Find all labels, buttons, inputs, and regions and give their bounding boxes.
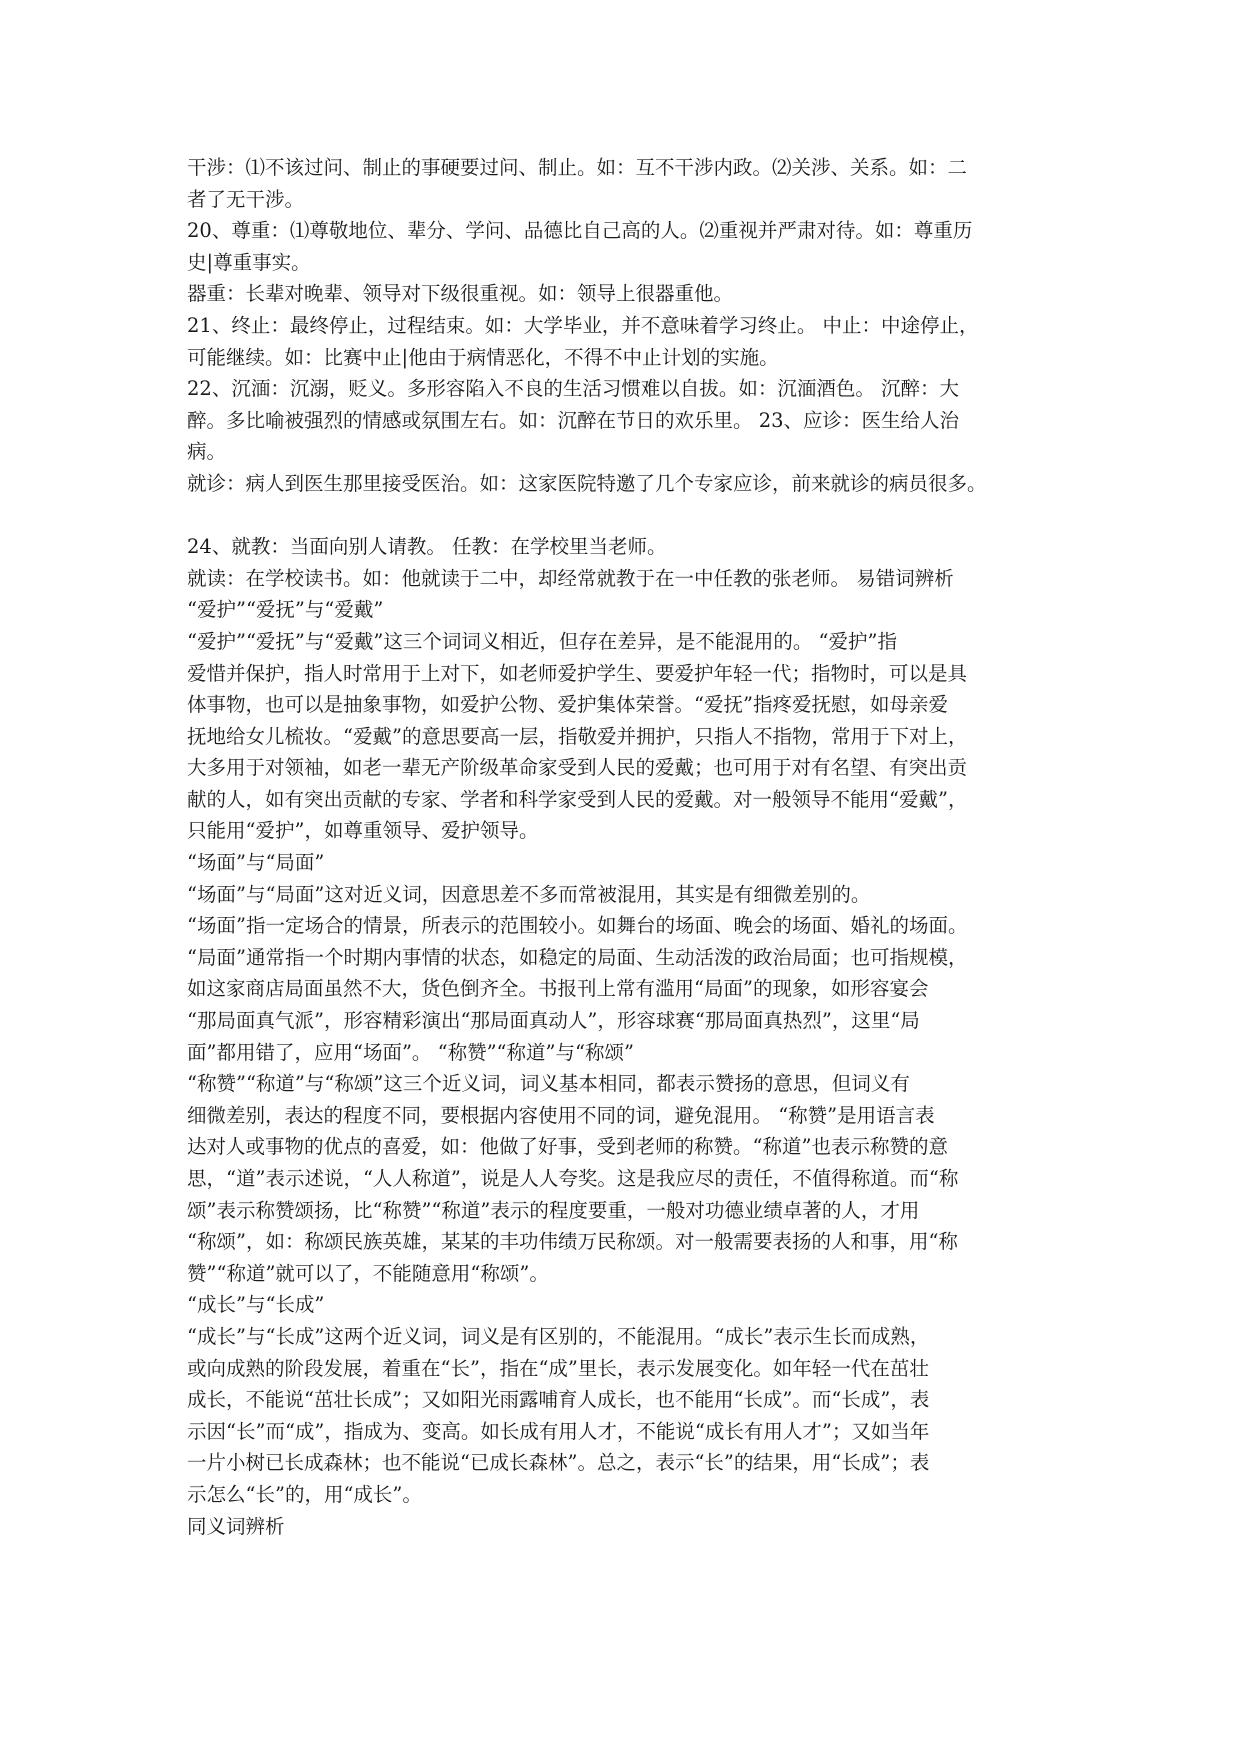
text-line: “那局面真气派”，形容精彩演出“那局面真动人”，形容球赛“那局面真热烈”，这里“局 — [187, 1009, 920, 1033]
text-line: “局面”通常指一个时期内事情的状态，如稳定的局面、生动活泼的政治局面；也可指规模， — [187, 945, 968, 969]
text-line: “成长”与“长成”这两个近义词，词义是有区别的，不能混用。“成长”表示生长而成熟， — [187, 1324, 930, 1348]
text-line: 只能用“爱护”，如尊重领导、爱护领导。 — [187, 819, 539, 843]
section-heading: 同义词辨析 — [187, 1514, 285, 1538]
section-heading: “成长”与“长成” — [187, 1293, 325, 1317]
text-line: “场面”与“局面”这对近义词，因意思差不多而常被混用，其实是有细微差别的。 — [187, 882, 871, 906]
text-line: 一片小树已长成森林；也不能说“已成长森林”。总之，表示“长”的结果，用“长成”；表 — [187, 1451, 930, 1475]
text-line: 献的人，如有突出贡献的专家、学者和科学家受到人民的爱戴。对一般领导不能用“爱戴”， — [187, 787, 968, 811]
text-line: 或向成熟的阶段发展，着重在“长”，指在“成”里长，表示发展变化。如年轻一代在茁壮 — [187, 1356, 929, 1380]
text-line: 20、尊重：⑴尊敬地位、辈分、学问、品德比自己高的人。⑵重视并严肃对待。如：尊重历 — [187, 219, 973, 243]
text-line: 示怎么“长”的，用“成长”。 — [187, 1482, 422, 1506]
text-line: 细微差别，表达的程度不同，要根据内容使用不同的词，避免混用。 “称赞”是用语言表 — [187, 1103, 935, 1127]
text-line: 赞”“称道”就可以了，不能随意用“称颂”。 — [187, 1261, 549, 1285]
document-page — [187, 152, 1055, 1542]
text-line: “爱护”“爱抚”与“爱戴”这三个词词义相近，但存在差异，是不能混用的。 “爱护”指 — [187, 629, 897, 653]
text-line: 者了无干涉。 — [187, 187, 305, 211]
text-line: 醉。多比喻被强烈的情感或氛围左右。如：沉醉在节日的欢乐里。 23、应诊：医生给人治 — [187, 408, 960, 432]
text-line: 成长，不能说“茁壮长成”；又如阳光雨露哺育人成长，也不能用“长成”。而“长成”，表 — [187, 1388, 930, 1412]
section-heading: “爱护”“爱抚”与“爱戴” — [187, 598, 384, 622]
blank-line — [187, 500, 1055, 532]
text-line: 器重：长辈对晚辈、领导对下级很重视。如：领导上很器重他。 — [187, 282, 734, 306]
text-line: 体事物，也可以是抽象事物，如爱护公物、爱护集体荣誉。“爱抚”指疼爱抚慰，如母亲爱 — [187, 693, 948, 717]
text-line: 就诊：病人到医生那里接受医治。如：这家医院特邀了几个专家应诊，前来就诊的病员很多。 — [187, 471, 987, 495]
text-line: “称赞”“称道”与“称颂”这三个近义词，词义基本相同，都表示赞扬的意思，但词义有 — [187, 1072, 910, 1096]
text-line: 抚地给女儿梳妆。“爱戴”的意思要高一层，指敬爱并拥护，只指人不指物，常用于下对上， — [187, 724, 968, 748]
text-line: 病。 — [187, 440, 227, 464]
text-line: 大多用于对领袖，如老一辈无产阶级革命家受到人民的爱戴；也可用于对有名望、有突出贡 — [187, 756, 968, 780]
text-line: 爱惜并保护，指人时常用于上对下，如老师爱护学生、要爱护年轻一代；指物时，可以是具 — [187, 661, 968, 685]
text-line: 史|尊重事实。 — [187, 250, 311, 274]
text-line: 示因“长”而“成”，指成为、变高。如长成有用人才，不能说“成长有用人才”；又如当年 — [187, 1419, 930, 1443]
text-line: 24、就教：当面向别人请教。 任教：在学校里当老师。 — [187, 535, 667, 559]
text-line: 达对人或事物的优点的喜爱，如：他做了好事，受到老师的称赞。“称道”也表示称赞的意 — [187, 1135, 948, 1159]
text-line: 22、沉湎：沉溺，贬义。多形容陷入不良的生活习惯难以自拔。如：沉湎酒色。 沉醉：大 — [187, 377, 960, 401]
text-line: 21、终止：最终停止，过程结束。如：大学毕业，并不意味着学习终止。 中止：中途停止， — [187, 313, 979, 337]
text-line: 颂”表示称赞颂扬，比“称赞”“称道”表示的程度要重，一般对功德业绩卓著的人，才用 — [187, 1198, 920, 1222]
section-heading: “场面”与“局面” — [187, 851, 325, 875]
text-line: 干涉：⑴不该过问、制止的事硬要过问、制止。如：互不干涉内政。⑵关涉、关系。如：二 — [187, 156, 968, 179]
text-line: 如这家商店局面虽然不大，货色倒齐全。书报刊上常有滥用“局面”的现象，如形容宴会 — [187, 977, 929, 1001]
text-line: 可能继续。如：比赛中止|他由于病情恶化，不得不中止计划的实施。 — [187, 345, 779, 369]
text-line: 就读：在学校读书。如：他就读于二中，却经常就教于在一中任教的张老师。 易错词辨析 — [187, 566, 954, 590]
text-line: “称颂”，如：称颂民族英雄，某某的丰功伟绩万民称颂。对一般需要表扬的人和事，用“称 — [187, 1230, 958, 1254]
text-line: 思，“道”表示述说，“人人称道”，说是人人夸奖。这是我应尽的责任，不值得称道。而“称 — [187, 1167, 959, 1190]
text-line: 面”都用错了，应用“场面”。 “称赞”“称道”与“称颂” — [187, 1040, 634, 1064]
text-line: “场面”指一定场合的情景，所表示的范围较小。如舞台的场面、晚会的场面、婚礼的场面。 — [187, 914, 968, 938]
